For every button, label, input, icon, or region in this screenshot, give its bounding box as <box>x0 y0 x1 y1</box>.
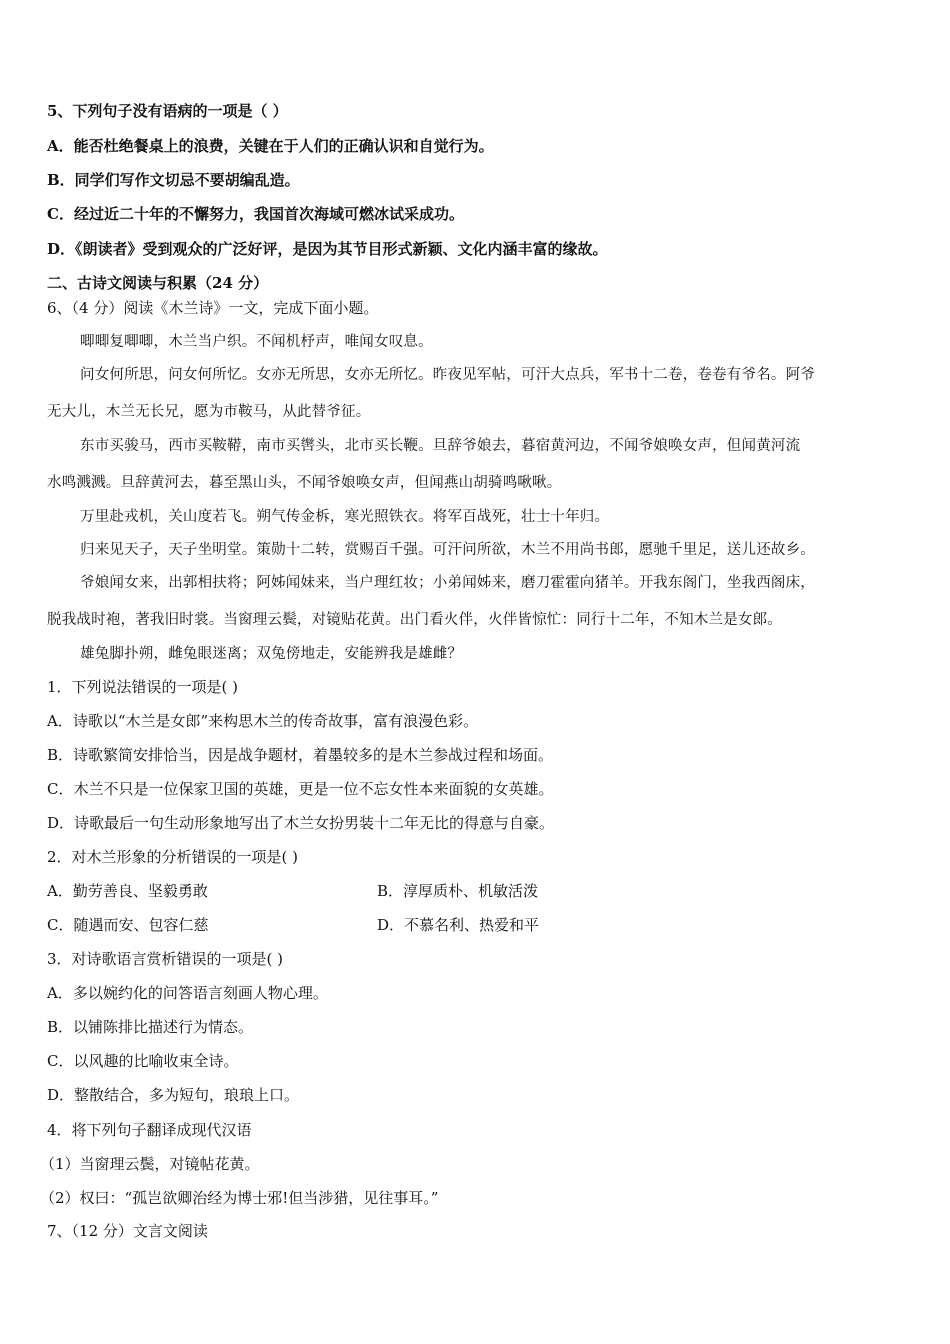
q6-sub1-option-b: B．诗歌繁简安排恰当，因是战争题材，着墨较多的是木兰参战过程和场面。 <box>47 746 554 764</box>
poem-line: 东市买骏马，西市买鞍鞯，南市买辔头，北市买长鞭。旦辞爷娘去，暮宿黄河边，不闻爷娘唤女声，但闻黄河流 <box>80 438 801 454</box>
q6-stem: 6、（4 分）阅读《木兰诗》一文，完成下面小题。 <box>47 299 379 317</box>
poem-line: 无大儿，木兰无长兄，愿为市鞍马，从此替爷征。 <box>47 404 371 420</box>
q6-sub3-option-d: D．整散结合，多为短句，琅琅上口。 <box>47 1086 300 1104</box>
q5-option-b: B．同学们写作文切忌不要胡编乱造。 <box>47 171 300 189</box>
q5-option-c: C．经过近二十年的不懈努力，我国首次海域可燃冰试采成功。 <box>47 205 464 223</box>
q6-sub1-option-d: D．诗歌最后一句生动形象地写出了木兰女扮男装十二年无比的得意与自豪。 <box>47 814 555 832</box>
q6-sub3-option-a: A．多以婉约化的问答语言刻画人物心理。 <box>47 984 328 1002</box>
section-heading: 二、古诗文阅读与积累（24 分） <box>47 274 269 292</box>
q6-sub2-option-b: B．淳厚质朴、机敏活泼 <box>377 882 539 900</box>
q6-sub1-option-a: A．诗歌以“木兰是女郎”来构思木兰的传奇故事，富有浪漫色彩。 <box>47 712 479 730</box>
q7-stem: 7、（12 分）文言文阅读 <box>47 1222 208 1240</box>
q6-sub4-item-1: （1）当窗理云鬓，对镜帖花黄。 <box>40 1155 260 1173</box>
q5-option-a: A．能否杜绝餐桌上的浪费，关键在于人们的正确认识和自觉行为。 <box>47 137 494 155</box>
q6-sub2-option-d: D．不慕名利、热爱和平 <box>377 916 540 934</box>
q6-sub1-stem: 1．下列说法错误的一项是( ) <box>47 678 239 696</box>
poem-line: 雄兔脚扑朔，雌兔眼迷离；双兔傍地走，安能辨我是雄雌？ <box>80 646 463 662</box>
q5-option-d: D．《朗读者》受到观众的广泛好评，是因为其节目形式新颖、文化内涵丰富的缘故。 <box>47 240 608 258</box>
q6-sub2-stem: 2．对木兰形象的分析错误的一项是( ) <box>47 848 299 866</box>
q6-sub4-item-2: （2）权曰：“孤岂欲卿治经为博士邪!但当涉猎，见往事耳。” <box>40 1189 439 1207</box>
poem-line: 万里赴戎机，关山度若飞。朔气传金柝，寒光照铁衣。将军百战死，壮士十年归。 <box>80 509 610 525</box>
poem-line: 脱我战时袍，著我旧时裳。当窗理云鬓，对镜贴花黄。出门看火伴，火伴皆惊忙：同行十二年，不知木兰是女郎。 <box>47 612 782 628</box>
q6-sub2-option-c: C．随遇而安、包容仁慈 <box>47 916 209 934</box>
q6-sub1-option-c: C．木兰不只是一位保家卫国的英雄，更是一位不忘女性本来面貌的女英雄。 <box>47 780 554 798</box>
q6-sub3-stem: 3．对诗歌语言赏析错误的一项是( ) <box>47 950 284 968</box>
poem-line: 问女何所思，问女何所忆。女亦无所思，女亦无所忆。昨夜见军帖，可汗大点兵，军书十二卷，卷卷有爷名。阿爷 <box>80 367 815 383</box>
poem-line: 归来见天子，天子坐明堂。策勋十二转，赏赐百千强。可汗问所欲，木兰不用尚书郎，愿驰千里足，送儿还故乡。 <box>80 542 815 558</box>
poem-line: 唧唧复唧唧，木兰当户织。不闻机杼声，唯闻女叹息。 <box>80 334 433 350</box>
q5-stem: 5、下列句子没有语病的一项是（ ） <box>47 102 288 120</box>
q6-sub2-option-a: A．勤劳善良、坚毅勇敢 <box>47 882 208 900</box>
q6-sub4-stem: 4．将下列句子翻译成现代汉语 <box>47 1121 252 1139</box>
q6-sub3-option-b: B．以铺陈排比描述行为情态。 <box>47 1018 254 1036</box>
poem-line: 爷娘闻女来，出郭相扶将；阿姊闻妹来，当户理红妆；小弟闻姊来，磨刀霍霍向猪羊。开我东阁门，坐我西阁床， <box>80 575 815 591</box>
q6-sub3-option-c: C．以风趣的比喻收束全诗。 <box>47 1052 239 1070</box>
poem-line: 水鸣溅溅。旦辞黄河去，暮至黑山头，不闻爷娘唤女声，但闻燕山胡骑鸣啾啾。 <box>47 475 562 491</box>
